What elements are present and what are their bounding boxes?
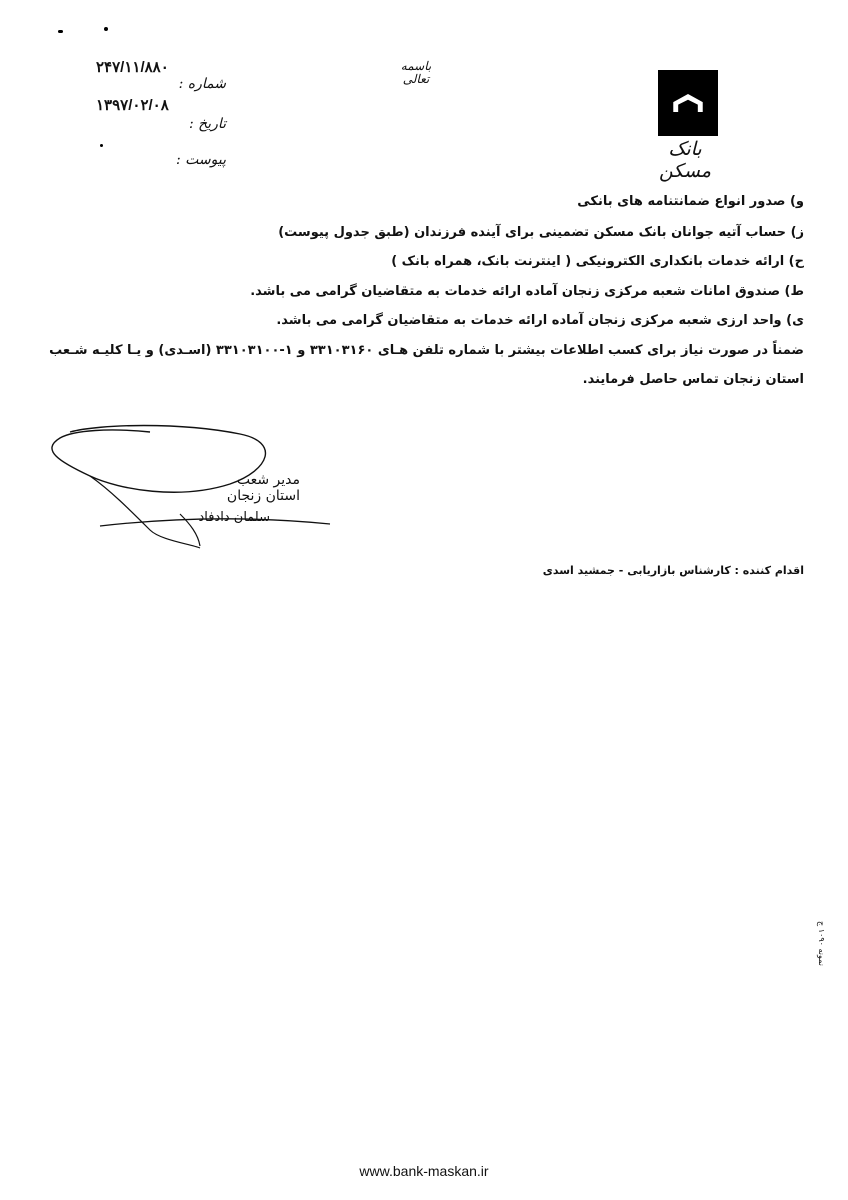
number-label: شماره : <box>178 76 226 92</box>
body-line-4: ط) صندوق امانات شعبه مرکزی زنجان آماده ارائه خدمات به متقاضیان گرامی می باشد. <box>250 284 804 299</box>
letter-date: ۱۳۹۷/۰۲/۰۸ <box>96 97 169 114</box>
basmala: باسمه تعالی <box>400 59 432 86</box>
signatory-title: مدیر شعب استان زنجان <box>226 472 300 504</box>
signature-scribble-icon <box>30 420 350 550</box>
letter-number: ۲۴۷/۱۱/۸۸۰ <box>96 59 169 76</box>
bank-logo-icon <box>658 70 718 136</box>
body-line-7: استان زنجان تماس حاصل فرمایند. <box>582 372 804 387</box>
footer-url: www.bank-maskan.ir <box>359 1163 489 1179</box>
bank-name: بانک مسکن <box>658 138 712 182</box>
body-line-6: ضمناً در صورت نیاز برای کسب اطلاعات بیشتر با شماره تلفن هـای ۳۳۱۰۳۱۶۰ و ۱-۳۳۱۰۳۱۰۰ (اسـدی) و یـا کلیـه شـعب <box>49 343 804 358</box>
body-line-1: و) صدور انواع ضمانتنامه های بانکی <box>577 194 804 209</box>
scan-mark <box>58 30 63 33</box>
form-code: نمونه ۱۰۹۰ ج <box>817 921 826 966</box>
body-line-2: ز) حساب آتیه جوانان بانک مسکن تضمینی برای آینده فرزندان (طبق جدول پیوست) <box>278 225 804 240</box>
action-by: اقدام کننده : کارشناس بازاریابی - جمشید اسدی <box>542 564 804 577</box>
body-line-3: ح) ارائه خدمات بانکداری الکترونیکی ( اینترنت بانک، همراه بانک ) <box>391 254 804 269</box>
attachment-label: پیوست : <box>176 152 226 168</box>
scan-mark <box>100 144 103 147</box>
date-label: تاریخ : <box>188 116 226 132</box>
scan-mark <box>104 27 108 31</box>
body-line-5: ی) واحد ارزی شعبه مرکزی زنجان آماده ارائه خدمات به متقاضیان گرامی می باشد. <box>276 313 804 328</box>
signatory-name: سلمان دادفاد <box>198 510 270 525</box>
